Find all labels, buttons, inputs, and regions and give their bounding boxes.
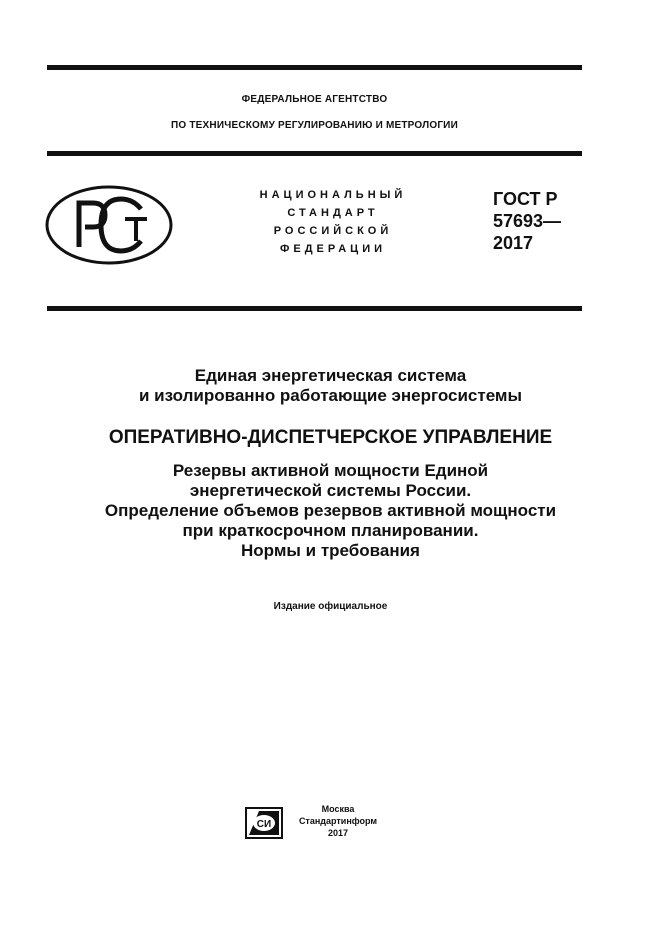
detail-title-line: Нормы и требования	[241, 541, 420, 560]
gost-designation-line2: 57693—	[493, 211, 562, 231]
national-standard-line: ФЕДЕРАЦИИ	[279, 243, 387, 255]
subtitle-line: и изолированно работающие энергосистемы	[138, 386, 523, 405]
national-standard-line: СТАНДАРТ	[287, 207, 379, 219]
logo-lettering: РСТ	[109, 263, 111, 264]
imprint-publisher: Стандартинформ	[298, 816, 378, 826]
imprint-city: Москва	[321, 804, 355, 814]
detail-title-line: энергетической системы России.	[189, 481, 472, 500]
gost-designation-line1: ГОСТ Р	[493, 189, 558, 209]
national-standard-label	[238, 186, 428, 258]
imprint-year: 2017	[327, 828, 349, 838]
section-divider-rule	[47, 306, 582, 311]
agency-name-line1: ФЕДЕРАЛЬНОЕ АГЕНТСТВО	[241, 94, 388, 105]
national-standard-line: РОССИЙСКОЙ	[273, 225, 393, 237]
gost-designation-line3: 2017	[493, 233, 534, 253]
detail-title-line: Определение объемов резервов активной мощности	[104, 501, 557, 520]
national-standard-line: НАЦИОНАЛЬНЫЙ	[259, 189, 407, 201]
publisher-logo-lettering: СИ	[256, 819, 272, 830]
gost-r-logo-icon	[45, 185, 173, 265]
top-rule	[47, 65, 582, 70]
detail-title-line: при краткосрочном планировании.	[182, 521, 479, 540]
agency-name-line2: ПО ТЕХНИЧЕСКОМУ РЕГУЛИРОВАНИЮ И МЕТРОЛОГИИ	[171, 120, 458, 131]
subtitle-line: Единая энергетическая система	[194, 366, 467, 385]
publisher-logo-icon	[245, 807, 283, 839]
header-divider-rule	[47, 151, 582, 156]
edition-label: Издание официальное	[273, 601, 388, 612]
gost-designation	[493, 188, 561, 254]
detail-title-line: Резервы активной мощности Единой	[172, 461, 489, 480]
imprint-block	[291, 803, 385, 839]
main-title: ОПЕРАТИВНО-ДИСПЕТЧЕРСКОЕ УПРАВЛЕНИЕ	[108, 427, 553, 448]
